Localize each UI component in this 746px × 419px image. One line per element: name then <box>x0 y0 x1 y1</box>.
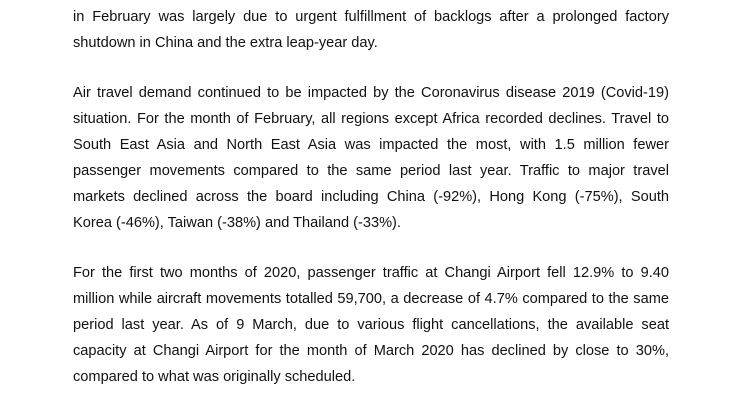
paragraph-line: in February was largely due to urgent fulfillment of backlogs after a prolonged factory <box>73 9 669 25</box>
paragraph-line: capacity at Changi Airport for the month of March 2020 has declined by close to 30%, <box>73 343 669 359</box>
paragraph-line: markets declined across the board including China (-92%), Hong Kong (-75%), South <box>73 189 669 205</box>
paragraph-line: million while aircraft movements totalled 59,700, a decrease of 4.7% compared to the same <box>73 291 669 307</box>
paragraph-air-travel-demand <box>73 80 669 236</box>
paragraph-line: compared to what was originally scheduled. <box>73 369 356 385</box>
paragraph-first-two-months <box>73 260 669 390</box>
paragraph-backlog <box>73 4 669 56</box>
paragraph-line: shutdown in China and the extra leap-year day. <box>73 35 378 51</box>
paragraph-line: passenger movements compared to the same period last year. Traffic to major travel <box>73 163 669 179</box>
paragraph-line: Korea (-46%), Taiwan (-38%) and Thailand (-33%). <box>73 215 401 231</box>
paragraph-line: Air travel demand continued to be impacted by the Coronavirus disease 2019 (Covid-19) <box>73 85 669 101</box>
document-body <box>73 4 669 414</box>
paragraph-line: situation. For the month of February, all regions except Africa recorded declines. Travel to <box>73 111 669 127</box>
paragraph-line: period last year. As of 9 March, due to various flight cancellations, the available seat <box>73 317 669 333</box>
paragraph-line: For the first two months of 2020, passenger traffic at Changi Airport fell 12.9% to 9.40 <box>73 265 669 281</box>
paragraph-line: South East Asia and North East Asia was impacted the most, with 1.5 million fewer <box>73 137 669 153</box>
